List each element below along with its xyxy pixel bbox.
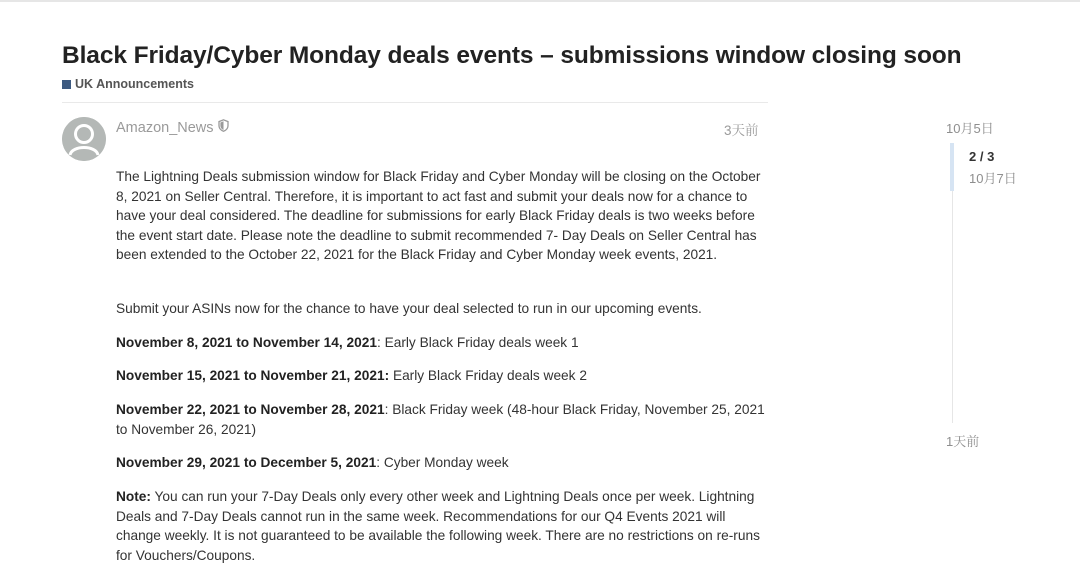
week-range: November 22, 2021 to November 28, 2021 — [116, 402, 385, 417]
shield-icon — [218, 119, 229, 136]
post-submit-paragraph: Submit your ASINs now for the chance to have your deal selected to run in our upcoming events. — [116, 301, 702, 316]
timeline-handle-date: 10月7日 — [969, 171, 1017, 186]
week-item — [116, 453, 766, 473]
post-divider — [62, 102, 768, 103]
week-description: Black Friday week (48-hour Black Friday, November 25, 2021 to November 26, 2021) — [116, 402, 765, 437]
week-item — [116, 400, 766, 439]
category-badge[interactable] — [62, 77, 194, 91]
post-intro-paragraph: The Lightning Deals submission window for Black Friday and Cyber Monday will be closing on the October 8, 2021 on Seller Central. Therefore, it is important to act fast and submit your deals now for a chance to have your deal considered. The deadline for submissions for early Black Friday deals is two weeks before the event start date. Please note the deadline to submit recommended 7- Day Deals on Seller Central has been extended to the October 22, 2021 for the Black Friday and Cyber Monday week events, 2021. — [116, 169, 761, 263]
week-range: November 29, 2021 to December 5, 2021 — [116, 455, 377, 470]
post-date[interactable]: 3天前 — [724, 123, 759, 138]
week-item — [116, 366, 766, 386]
note-text: You can run your 7-Day Deals only every other week and Lightning Deals once per week. Lightning Deals and 7-Day Deals cannot run in the same week. Recommendations for our Q4 Events 2021 will change weekly. It is not guaranteed to be available the following week. There are no restrictions on re-runs for Vouchers/Coupons. — [116, 489, 760, 563]
header-divider — [0, 0, 1080, 2]
post-author-name[interactable]: Amazon_News — [116, 119, 214, 136]
topic-title[interactable]: Black Friday/Cyber Monday deals events – submissions window closing soon — [62, 42, 962, 69]
category-label[interactable]: UK Announcements — [75, 77, 194, 91]
week-separator: : — [384, 402, 389, 417]
timeline-end-date[interactable]: 1天前 — [946, 434, 980, 449]
user-avatar-icon — [62, 117, 106, 161]
week-separator: : — [376, 455, 381, 470]
week-range: November 8, 2021 to November 14, 2021 — [116, 335, 377, 350]
week-description: Cyber Monday week — [380, 455, 509, 470]
timeline-start-date[interactable]: 10月5日 — [946, 121, 994, 136]
note-label: Note: — [116, 489, 151, 504]
week-range: November 15, 2021 to November 21, 2021: — [116, 368, 390, 383]
category-color-swatch — [62, 80, 71, 89]
week-item — [116, 333, 766, 353]
timeline-position: 2 / 3 — [969, 149, 995, 164]
timeline-handle[interactable] — [950, 143, 954, 191]
post-author[interactable] — [116, 119, 229, 136]
week-separator: : — [376, 335, 381, 350]
week-description: Early Black Friday deals week 2 — [389, 368, 587, 383]
avatar[interactable] — [62, 117, 106, 161]
week-description: Early Black Friday deals week 1 — [380, 335, 579, 350]
post-note-paragraph — [116, 487, 766, 565]
